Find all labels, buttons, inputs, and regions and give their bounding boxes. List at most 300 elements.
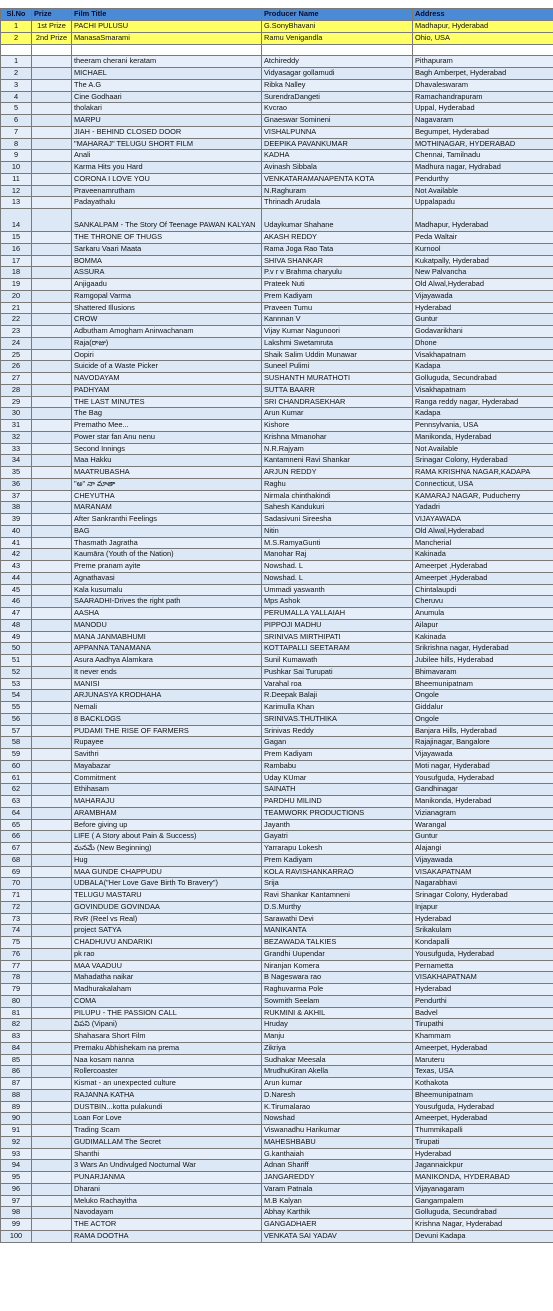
producer-name-cell[interactable]: SUSHANTH MURATHOTI — [262, 373, 413, 385]
sl-no-cell[interactable]: 97 — [1, 1195, 32, 1207]
prize-cell[interactable] — [32, 608, 72, 620]
address-cell[interactable]: Not Available — [413, 443, 553, 455]
prize-cell[interactable]: 1st Prize — [32, 21, 72, 33]
prize-cell[interactable] — [32, 1230, 72, 1242]
address-cell[interactable]: RAMA KRISHNA NAGAR,KADAPA — [413, 467, 553, 479]
header-producer-name[interactable]: Producer Name — [262, 9, 413, 21]
address-cell[interactable]: Srikakulam — [413, 925, 553, 937]
prize-cell[interactable] — [32, 408, 72, 420]
film-title-cell[interactable]: Commitment — [72, 772, 262, 784]
film-title-cell[interactable]: Maa Hakku — [72, 455, 262, 467]
film-title-cell[interactable]: Second Innings — [72, 443, 262, 455]
sl-no-cell[interactable]: 11 — [1, 173, 32, 185]
prize-cell[interactable] — [32, 255, 72, 267]
address-cell[interactable]: Nagarabhavi — [413, 878, 553, 890]
film-title-cell[interactable]: Preme pranam ayite — [72, 561, 262, 573]
sl-no-cell[interactable]: 89 — [1, 1101, 32, 1113]
sl-no-cell[interactable]: 5 — [1, 103, 32, 115]
sl-no-cell[interactable]: 41 — [1, 537, 32, 549]
prize-cell[interactable] — [32, 819, 72, 831]
sl-no-cell[interactable]: 57 — [1, 725, 32, 737]
film-title-cell[interactable]: Shahasara Short Film — [72, 1031, 262, 1043]
address-cell[interactable]: Ongole — [413, 690, 553, 702]
prize-cell[interactable] — [32, 561, 72, 573]
sl-no-cell[interactable]: 65 — [1, 819, 32, 831]
sl-no-cell[interactable]: 21 — [1, 302, 32, 314]
producer-name-cell[interactable]: Udaykumar Shahane — [262, 209, 413, 232]
address-cell[interactable]: VISAKAPATNAM — [413, 866, 553, 878]
producer-name-cell[interactable]: DEEPIKA PAVANKUMAR — [262, 138, 413, 150]
prize-cell[interactable] — [32, 502, 72, 514]
sl-no-cell[interactable]: 20 — [1, 290, 32, 302]
sl-no-cell[interactable]: 29 — [1, 396, 32, 408]
film-title-cell[interactable]: విపని (Vipani) — [72, 1019, 262, 1031]
header-address[interactable]: Address — [413, 9, 553, 21]
prize-cell[interactable] — [32, 326, 72, 338]
film-title-cell[interactable]: Before giving up — [72, 819, 262, 831]
sl-no-cell[interactable]: 17 — [1, 255, 32, 267]
producer-name-cell[interactable]: KADHA — [262, 150, 413, 162]
address-cell[interactable]: Warangal — [413, 819, 553, 831]
sl-no-cell[interactable]: 7 — [1, 126, 32, 138]
sl-no-cell[interactable]: 2 — [1, 32, 32, 44]
prize-cell[interactable] — [32, 1031, 72, 1043]
film-title-cell[interactable]: PUDAMI THE RISE OF FARMERS — [72, 725, 262, 737]
film-title-cell[interactable]: SAARADHI-Drives the right path — [72, 596, 262, 608]
sl-no-cell[interactable]: 66 — [1, 831, 32, 843]
address-cell[interactable]: Ameerpet ,Hyderabad — [413, 572, 553, 584]
prize-cell[interactable] — [32, 831, 72, 843]
prize-cell[interactable] — [32, 79, 72, 91]
film-title-cell[interactable]: Ethihasam — [72, 784, 262, 796]
sl-no-cell[interactable]: 85 — [1, 1054, 32, 1066]
producer-name-cell[interactable]: Sarawathi Devi — [262, 913, 413, 925]
prize-cell[interactable] — [32, 796, 72, 808]
prize-cell[interactable] — [32, 1101, 72, 1113]
sl-no-cell[interactable]: 32 — [1, 431, 32, 443]
producer-name-cell[interactable]: Vidyasagar gollamudi — [262, 68, 413, 80]
sl-no-cell[interactable]: 48 — [1, 619, 32, 631]
prize-cell[interactable] — [32, 1054, 72, 1066]
film-title-cell[interactable]: Hug — [72, 854, 262, 866]
producer-name-cell[interactable]: Adnan Shariff — [262, 1160, 413, 1172]
sl-no-cell[interactable]: 10 — [1, 162, 32, 174]
sl-no-cell[interactable]: 28 — [1, 384, 32, 396]
prize-cell[interactable] — [32, 631, 72, 643]
sl-no-cell[interactable]: 14 — [1, 209, 32, 232]
address-cell[interactable]: Uppal, Hyderabad — [413, 103, 553, 115]
address-cell[interactable]: Uppalapadu — [413, 197, 553, 209]
address-cell[interactable]: Devuni Kadapa — [413, 1230, 553, 1242]
producer-name-cell[interactable]: SHIVA SHANKAR — [262, 255, 413, 267]
sl-no-cell[interactable]: 86 — [1, 1066, 32, 1078]
producer-name-cell[interactable]: Gnaeswar Somineni — [262, 115, 413, 127]
sl-no-cell[interactable]: 94 — [1, 1160, 32, 1172]
prize-cell[interactable] — [32, 713, 72, 725]
sl-no-cell[interactable]: 22 — [1, 314, 32, 326]
sl-no-cell[interactable]: 82 — [1, 1019, 32, 1031]
address-cell[interactable]: Pennsylvania, USA — [413, 420, 553, 432]
prize-cell[interactable] — [32, 960, 72, 972]
film-title-cell[interactable]: Anjigaadu — [72, 279, 262, 291]
sl-no-cell[interactable]: 1 — [1, 21, 32, 33]
producer-name-cell[interactable]: Nowshad. L — [262, 572, 413, 584]
film-title-cell[interactable]: MANA JANMABHUMI — [72, 631, 262, 643]
film-title-cell[interactable]: COMA — [72, 995, 262, 1007]
film-title-cell[interactable]: Prematho Mee... — [72, 420, 262, 432]
prize-cell[interactable] — [32, 91, 72, 103]
prize-cell[interactable] — [32, 866, 72, 878]
blank-cell[interactable] — [413, 44, 553, 56]
address-cell[interactable]: Yousufguda, Hyderabad — [413, 1101, 553, 1113]
sl-no-cell[interactable]: 93 — [1, 1148, 32, 1160]
address-cell[interactable]: Texas, USA — [413, 1066, 553, 1078]
sl-no-cell[interactable]: 100 — [1, 1230, 32, 1242]
prize-cell[interactable] — [32, 443, 72, 455]
prize-cell[interactable] — [32, 584, 72, 596]
sl-no-cell[interactable]: 71 — [1, 890, 32, 902]
prize-cell[interactable] — [32, 1136, 72, 1148]
producer-name-cell[interactable]: MANIKANTA — [262, 925, 413, 937]
address-cell[interactable]: Vijayawada — [413, 290, 553, 302]
producer-name-cell[interactable]: Sahesh Kandukuri — [262, 502, 413, 514]
prize-cell[interactable] — [32, 537, 72, 549]
address-cell[interactable]: Ameerpet, Hyderabad — [413, 1042, 553, 1054]
sl-no-cell[interactable]: 62 — [1, 784, 32, 796]
producer-name-cell[interactable]: Rama Joga Rao Tata — [262, 243, 413, 255]
address-cell[interactable]: Hyderabad — [413, 913, 553, 925]
prize-cell[interactable] — [32, 514, 72, 526]
prize-cell[interactable] — [32, 948, 72, 960]
film-title-cell[interactable]: MANISI — [72, 678, 262, 690]
film-title-cell[interactable]: Cine Godhaari — [72, 91, 262, 103]
address-cell[interactable]: MOTHINAGAR, HYDERABAD — [413, 138, 553, 150]
producer-name-cell[interactable]: SRINIVAS MIRTHIPATI — [262, 631, 413, 643]
prize-cell[interactable] — [32, 1148, 72, 1160]
sl-no-cell[interactable]: 78 — [1, 972, 32, 984]
film-title-cell[interactable]: PILUPU - THE PASSION CALL — [72, 1007, 262, 1019]
sl-no-cell[interactable]: 79 — [1, 984, 32, 996]
address-cell[interactable]: Hyderabad — [413, 302, 553, 314]
prize-cell[interactable]: 2nd Prize — [32, 32, 72, 44]
film-title-cell[interactable]: MAHARAJU — [72, 796, 262, 808]
film-title-cell[interactable]: LIFE ( A Story about Pain & Success) — [72, 831, 262, 843]
prize-cell[interactable] — [32, 549, 72, 561]
sl-no-cell[interactable]: 47 — [1, 608, 32, 620]
sl-no-cell[interactable]: 51 — [1, 655, 32, 667]
prize-cell[interactable] — [32, 1007, 72, 1019]
address-cell[interactable]: VISAKHAPATNAM — [413, 972, 553, 984]
producer-name-cell[interactable]: Varam Patnala — [262, 1183, 413, 1195]
producer-name-cell[interactable]: K.Tirumalarao — [262, 1101, 413, 1113]
sl-no-cell[interactable]: 75 — [1, 937, 32, 949]
producer-name-cell[interactable]: N.R.Rajyam — [262, 443, 413, 455]
sl-no-cell[interactable]: 36 — [1, 478, 32, 490]
sl-no-cell[interactable]: 35 — [1, 467, 32, 479]
address-cell[interactable]: Ameerpet, Hyderabad — [413, 1113, 553, 1125]
address-cell[interactable]: Kakinada — [413, 549, 553, 561]
prize-cell[interactable] — [32, 185, 72, 197]
sl-no-cell[interactable]: 96 — [1, 1183, 32, 1195]
sl-no-cell[interactable]: 19 — [1, 279, 32, 291]
prize-cell[interactable] — [32, 302, 72, 314]
film-title-cell[interactable]: MAA GUNDE CHAPPUDU — [72, 866, 262, 878]
film-title-cell[interactable]: Kismat - an unexpected culture — [72, 1078, 262, 1090]
film-title-cell[interactable]: Agnathavasi — [72, 572, 262, 584]
film-title-cell[interactable]: theeram cherani keratam — [72, 56, 262, 68]
prize-cell[interactable] — [32, 984, 72, 996]
address-cell[interactable]: Yousufguda, Hyderabad — [413, 772, 553, 784]
film-title-cell[interactable]: Asura Aadhya Alamkara — [72, 655, 262, 667]
prize-cell[interactable] — [32, 478, 72, 490]
sl-no-cell[interactable]: 43 — [1, 561, 32, 573]
blank-cell[interactable] — [32, 44, 72, 56]
address-cell[interactable]: Kadapa — [413, 361, 553, 373]
address-cell[interactable]: Chintalaupdi — [413, 584, 553, 596]
address-cell[interactable]: Guntur — [413, 831, 553, 843]
prize-cell[interactable] — [32, 643, 72, 655]
film-title-cell[interactable]: ARAMBHAM — [72, 807, 262, 819]
film-title-cell[interactable]: 8 BACKLOGS — [72, 713, 262, 725]
prize-cell[interactable] — [32, 467, 72, 479]
film-title-cell[interactable]: Shattered Illusions — [72, 302, 262, 314]
prize-cell[interactable] — [32, 655, 72, 667]
film-title-cell[interactable]: THE ACTOR — [72, 1219, 262, 1231]
sl-no-cell[interactable]: 2 — [1, 68, 32, 80]
film-title-cell[interactable]: Sarkaru Vaari Maata — [72, 243, 262, 255]
address-cell[interactable]: Injapur — [413, 901, 553, 913]
prize-cell[interactable] — [32, 678, 72, 690]
address-cell[interactable]: Manikonda, Hyderabad — [413, 431, 553, 443]
sl-no-cell[interactable]: 98 — [1, 1207, 32, 1219]
producer-name-cell[interactable]: PARDHU MILIND — [262, 796, 413, 808]
producer-name-cell[interactable]: Nowshad. L — [262, 561, 413, 573]
film-title-cell[interactable]: Thasmath Jagratha — [72, 537, 262, 549]
sl-no-cell[interactable]: 61 — [1, 772, 32, 784]
producer-name-cell[interactable]: Thrinadh Arudala — [262, 197, 413, 209]
prize-cell[interactable] — [32, 349, 72, 361]
sl-no-cell[interactable]: 83 — [1, 1031, 32, 1043]
sl-no-cell[interactable]: 45 — [1, 584, 32, 596]
sl-no-cell[interactable]: 31 — [1, 420, 32, 432]
address-cell[interactable]: Kadapa — [413, 408, 553, 420]
film-title-cell[interactable]: Rollercoaster — [72, 1066, 262, 1078]
blank-cell[interactable] — [262, 44, 413, 56]
film-title-cell[interactable]: Power star fan Anu nenu — [72, 431, 262, 443]
producer-name-cell[interactable]: Grandhi Uupendar — [262, 948, 413, 960]
prize-cell[interactable] — [32, 784, 72, 796]
address-cell[interactable]: Bagh Amberpet, Hyderabad — [413, 68, 553, 80]
sl-no-cell[interactable]: 81 — [1, 1007, 32, 1019]
sl-no-cell[interactable]: 53 — [1, 678, 32, 690]
film-title-cell[interactable]: MAA VAADUU — [72, 960, 262, 972]
producer-name-cell[interactable]: Kvcrao — [262, 103, 413, 115]
address-cell[interactable]: Krishna Nagar, Hyderabad — [413, 1219, 553, 1231]
film-title-cell[interactable]: The Bag — [72, 408, 262, 420]
film-title-cell[interactable]: RAJANNA KATHA — [72, 1089, 262, 1101]
film-title-cell[interactable]: AASHA — [72, 608, 262, 620]
prize-cell[interactable] — [32, 1160, 72, 1172]
prize-cell[interactable] — [32, 843, 72, 855]
producer-name-cell[interactable]: SRI CHANDRASEKHAR — [262, 396, 413, 408]
film-title-cell[interactable]: PUNARJANMA — [72, 1172, 262, 1184]
film-title-cell[interactable]: Shanthi — [72, 1148, 262, 1160]
producer-name-cell[interactable]: Shaik Salim Uddin Munawar — [262, 349, 413, 361]
film-title-cell[interactable]: MARPU — [72, 115, 262, 127]
sl-no-cell[interactable]: 44 — [1, 572, 32, 584]
sl-no-cell[interactable]: 26 — [1, 361, 32, 373]
film-title-cell[interactable]: Oopiri — [72, 349, 262, 361]
producer-name-cell[interactable]: G.kanthaiah — [262, 1148, 413, 1160]
film-title-cell[interactable]: Karma Hits you Hard — [72, 162, 262, 174]
sl-no-cell[interactable]: 38 — [1, 502, 32, 514]
address-cell[interactable]: Pendurthy — [413, 173, 553, 185]
blank-cell[interactable] — [72, 44, 262, 56]
prize-cell[interactable] — [32, 1195, 72, 1207]
sl-no-cell[interactable]: 15 — [1, 232, 32, 244]
address-cell[interactable]: Yousufguda, Hyderabad — [413, 948, 553, 960]
address-cell[interactable]: Hyderabad — [413, 984, 553, 996]
producer-name-cell[interactable]: Ramu Venigandla — [262, 32, 413, 44]
prize-cell[interactable] — [32, 279, 72, 291]
address-cell[interactable]: Pernametta — [413, 960, 553, 972]
address-cell[interactable]: Khammam — [413, 1031, 553, 1043]
address-cell[interactable]: Vijayawada — [413, 749, 553, 761]
address-cell[interactable]: Cheruvu — [413, 596, 553, 608]
producer-name-cell[interactable]: Srija — [262, 878, 413, 890]
producer-name-cell[interactable]: Yarrarapu Lokesh — [262, 843, 413, 855]
producer-name-cell[interactable]: VENKATA SAI YADAV — [262, 1230, 413, 1242]
producer-name-cell[interactable]: SurendraDangeti — [262, 91, 413, 103]
producer-name-cell[interactable]: Kannnan V — [262, 314, 413, 326]
film-title-cell[interactable]: MICHAEL — [72, 68, 262, 80]
sl-no-cell[interactable]: 67 — [1, 843, 32, 855]
address-cell[interactable]: Peda Waltair — [413, 232, 553, 244]
sl-no-cell[interactable]: 4 — [1, 91, 32, 103]
address-cell[interactable]: Moti nagar, Hyderabad — [413, 760, 553, 772]
address-cell[interactable]: Madhapur, Hyderabad — [413, 21, 553, 33]
producer-name-cell[interactable]: Raghuvarma Pole — [262, 984, 413, 996]
prize-cell[interactable] — [32, 384, 72, 396]
address-cell[interactable]: Maruteru — [413, 1054, 553, 1066]
producer-name-cell[interactable]: RUKMINI & AKHIL — [262, 1007, 413, 1019]
sl-no-cell[interactable]: 87 — [1, 1078, 32, 1090]
prize-cell[interactable] — [32, 243, 72, 255]
prize-cell[interactable] — [32, 209, 72, 232]
producer-name-cell[interactable]: G.SonyBhavani — [262, 21, 413, 33]
sl-no-cell[interactable]: 95 — [1, 1172, 32, 1184]
address-cell[interactable]: Pendurthi — [413, 995, 553, 1007]
producer-name-cell[interactable]: SUTTA BAARR — [262, 384, 413, 396]
address-cell[interactable]: Kondapalli — [413, 937, 553, 949]
address-cell[interactable]: Old Alwal,Hyderabad — [413, 525, 553, 537]
film-title-cell[interactable]: Padayathalu — [72, 197, 262, 209]
address-cell[interactable]: Srikrishna nagar, Hyderabad — [413, 643, 553, 655]
film-title-cell[interactable]: project SATYA — [72, 925, 262, 937]
prize-cell[interactable] — [32, 126, 72, 138]
film-title-cell[interactable]: CORONA I LOVE YOU — [72, 173, 262, 185]
producer-name-cell[interactable]: Prem Kadiyam — [262, 749, 413, 761]
producer-name-cell[interactable]: D.S.Murthy — [262, 901, 413, 913]
address-cell[interactable]: Guntur — [413, 314, 553, 326]
sl-no-cell[interactable]: 72 — [1, 901, 32, 913]
address-cell[interactable]: Ameerpet ,Hyderabad — [413, 561, 553, 573]
sl-no-cell[interactable]: 88 — [1, 1089, 32, 1101]
film-title-cell[interactable]: Naa kosam nanna — [72, 1054, 262, 1066]
address-cell[interactable]: Bheemunipatnam — [413, 678, 553, 690]
film-title-cell[interactable]: CHADHUVU ANDARIKI — [72, 937, 262, 949]
film-title-cell[interactable]: CHEYUTHA — [72, 490, 262, 502]
prize-cell[interactable] — [32, 1125, 72, 1137]
producer-name-cell[interactable]: Prem Kadiyam — [262, 854, 413, 866]
producer-name-cell[interactable]: Varahal roa — [262, 678, 413, 690]
sl-no-cell[interactable]: 59 — [1, 749, 32, 761]
prize-cell[interactable] — [32, 115, 72, 127]
producer-name-cell[interactable]: Niranjan Komera — [262, 960, 413, 972]
producer-name-cell[interactable]: VENKATARAMANAPENTA KOTA — [262, 173, 413, 185]
address-cell[interactable]: Alajangi — [413, 843, 553, 855]
film-title-cell[interactable]: ManasaSmarami — [72, 32, 262, 44]
prize-cell[interactable] — [32, 666, 72, 678]
sl-no-cell[interactable]: 37 — [1, 490, 32, 502]
sl-no-cell[interactable]: 80 — [1, 995, 32, 1007]
film-title-cell[interactable]: PADHYAM — [72, 384, 262, 396]
producer-name-cell[interactable]: R.Deepak Balaji — [262, 690, 413, 702]
sl-no-cell[interactable]: 63 — [1, 796, 32, 808]
producer-name-cell[interactable]: Sadasivuni Sireesha — [262, 514, 413, 526]
film-title-cell[interactable]: MANODU — [72, 619, 262, 631]
prize-cell[interactable] — [32, 702, 72, 714]
address-cell[interactable]: Manikonda, Hyderabad — [413, 796, 553, 808]
producer-name-cell[interactable]: Ummadi yaswanth — [262, 584, 413, 596]
prize-cell[interactable] — [32, 1089, 72, 1101]
address-cell[interactable]: Ramachandrapuram — [413, 91, 553, 103]
address-cell[interactable]: Visakhapatnam — [413, 349, 553, 361]
sl-no-cell[interactable]: 91 — [1, 1125, 32, 1137]
film-title-cell[interactable]: మనమే (New Beginning) — [72, 843, 262, 855]
sl-no-cell[interactable]: 56 — [1, 713, 32, 725]
sl-no-cell[interactable]: 49 — [1, 631, 32, 643]
producer-name-cell[interactable]: P.v r v Brahma charyulu — [262, 267, 413, 279]
prize-cell[interactable] — [32, 878, 72, 890]
sl-no-cell[interactable]: 50 — [1, 643, 32, 655]
prize-cell[interactable] — [32, 1207, 72, 1219]
producer-name-cell[interactable]: Praveen Tumu — [262, 302, 413, 314]
producer-name-cell[interactable]: TEAMWORK PRODUCTIONS — [262, 807, 413, 819]
sl-no-cell[interactable]: 12 — [1, 185, 32, 197]
address-cell[interactable]: Badvel — [413, 1007, 553, 1019]
film-title-cell[interactable]: Nemali — [72, 702, 262, 714]
prize-cell[interactable] — [32, 431, 72, 443]
prize-cell[interactable] — [32, 995, 72, 1007]
sl-no-cell[interactable]: 3 — [1, 79, 32, 91]
sl-no-cell[interactable]: 84 — [1, 1042, 32, 1054]
film-title-cell[interactable]: The A.G — [72, 79, 262, 91]
prize-cell[interactable] — [32, 1172, 72, 1184]
address-cell[interactable]: Tirupathi — [413, 1019, 553, 1031]
producer-name-cell[interactable]: ARJUN REDDY — [262, 467, 413, 479]
address-cell[interactable]: Madhapur, Hyderabad — [413, 209, 553, 232]
sl-no-cell[interactable]: 52 — [1, 666, 32, 678]
film-title-cell[interactable]: Loan For Love — [72, 1113, 262, 1125]
producer-name-cell[interactable]: Sunil Kumawath — [262, 655, 413, 667]
address-cell[interactable]: Vizianagram — [413, 807, 553, 819]
prize-cell[interactable] — [32, 290, 72, 302]
prize-cell[interactable] — [32, 937, 72, 949]
sl-no-cell[interactable]: 27 — [1, 373, 32, 385]
address-cell[interactable]: Madhura nagar, Hydrabad — [413, 162, 553, 174]
film-title-cell[interactable]: THE THRONE OF THUGS — [72, 232, 262, 244]
